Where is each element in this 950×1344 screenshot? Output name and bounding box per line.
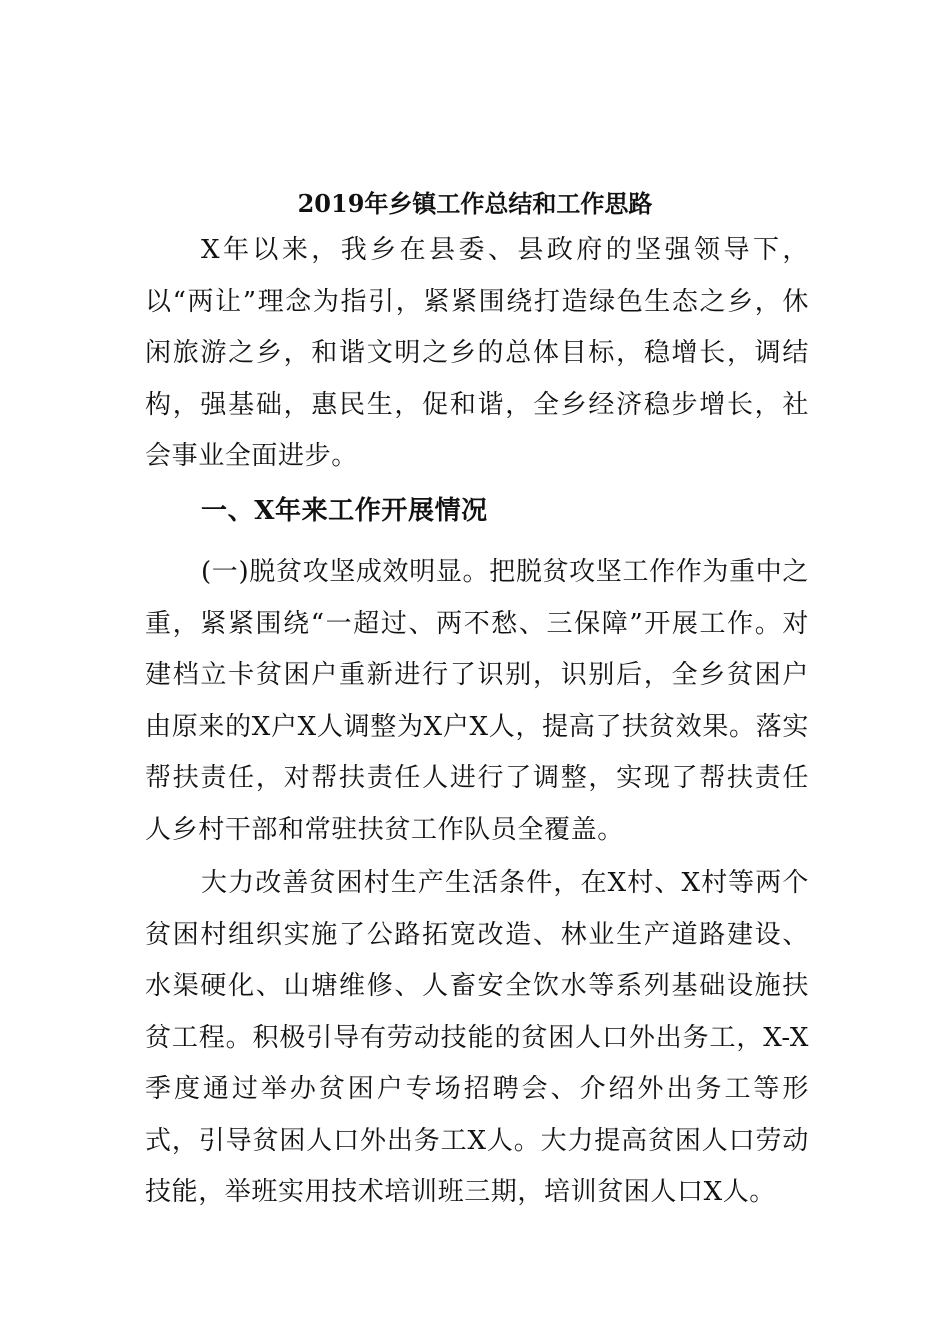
body-paragraph-poverty: (一)脱贫攻坚成效明显。把脱贫攻坚工作作为重中之重，紧紧围绕“一超过、两不愁、三保障”开展工作。对建档立卡贫困户重新进行了识别，识别后，全乡贫困户由原来的X户X人调整为X户X人，提高了扶贫效果。落实帮扶责任，对帮扶责任人进行了调整，实现了帮扶责任人乡村干部和常驻扶贫工作队员全覆盖。 [145,557,809,845]
section-heading: 一、X年来工作开展情况 [201,496,488,526]
body-paragraph-infrastructure: 大力改善贫困村生产生活条件，在X村、X村等两个贫困村组织实施了公路拓宽改造、林业生产道路建设、水渠硬化、山塘维修、人畜安全饮水等系列基础设施扶贫工程。积极引导有劳动技能的贫困人口外出务工，X-X季度通过举办贫困户专场招聘会、介绍外出务工等形式，引导贫困人口外出务工X人。大力提高贫困人口劳动技能，举班实用技术培训班三期，培训贫困人口X人。 [145,868,809,1207]
intro-paragraph: X年以来，我乡在县委、县政府的坚强领导下，以“两让”理念为指引，紧紧围绕打造绿色生态之乡，休闲旅游之乡，和谐文明之乡的总体目标，稳增长，调结构，强基础，惠民生，促和谐，全乡经济稳步增长，社会事业全面进步。 [145,235,809,471]
document-title: 2019年乡镇工作总结和工作思路 [297,189,653,219]
